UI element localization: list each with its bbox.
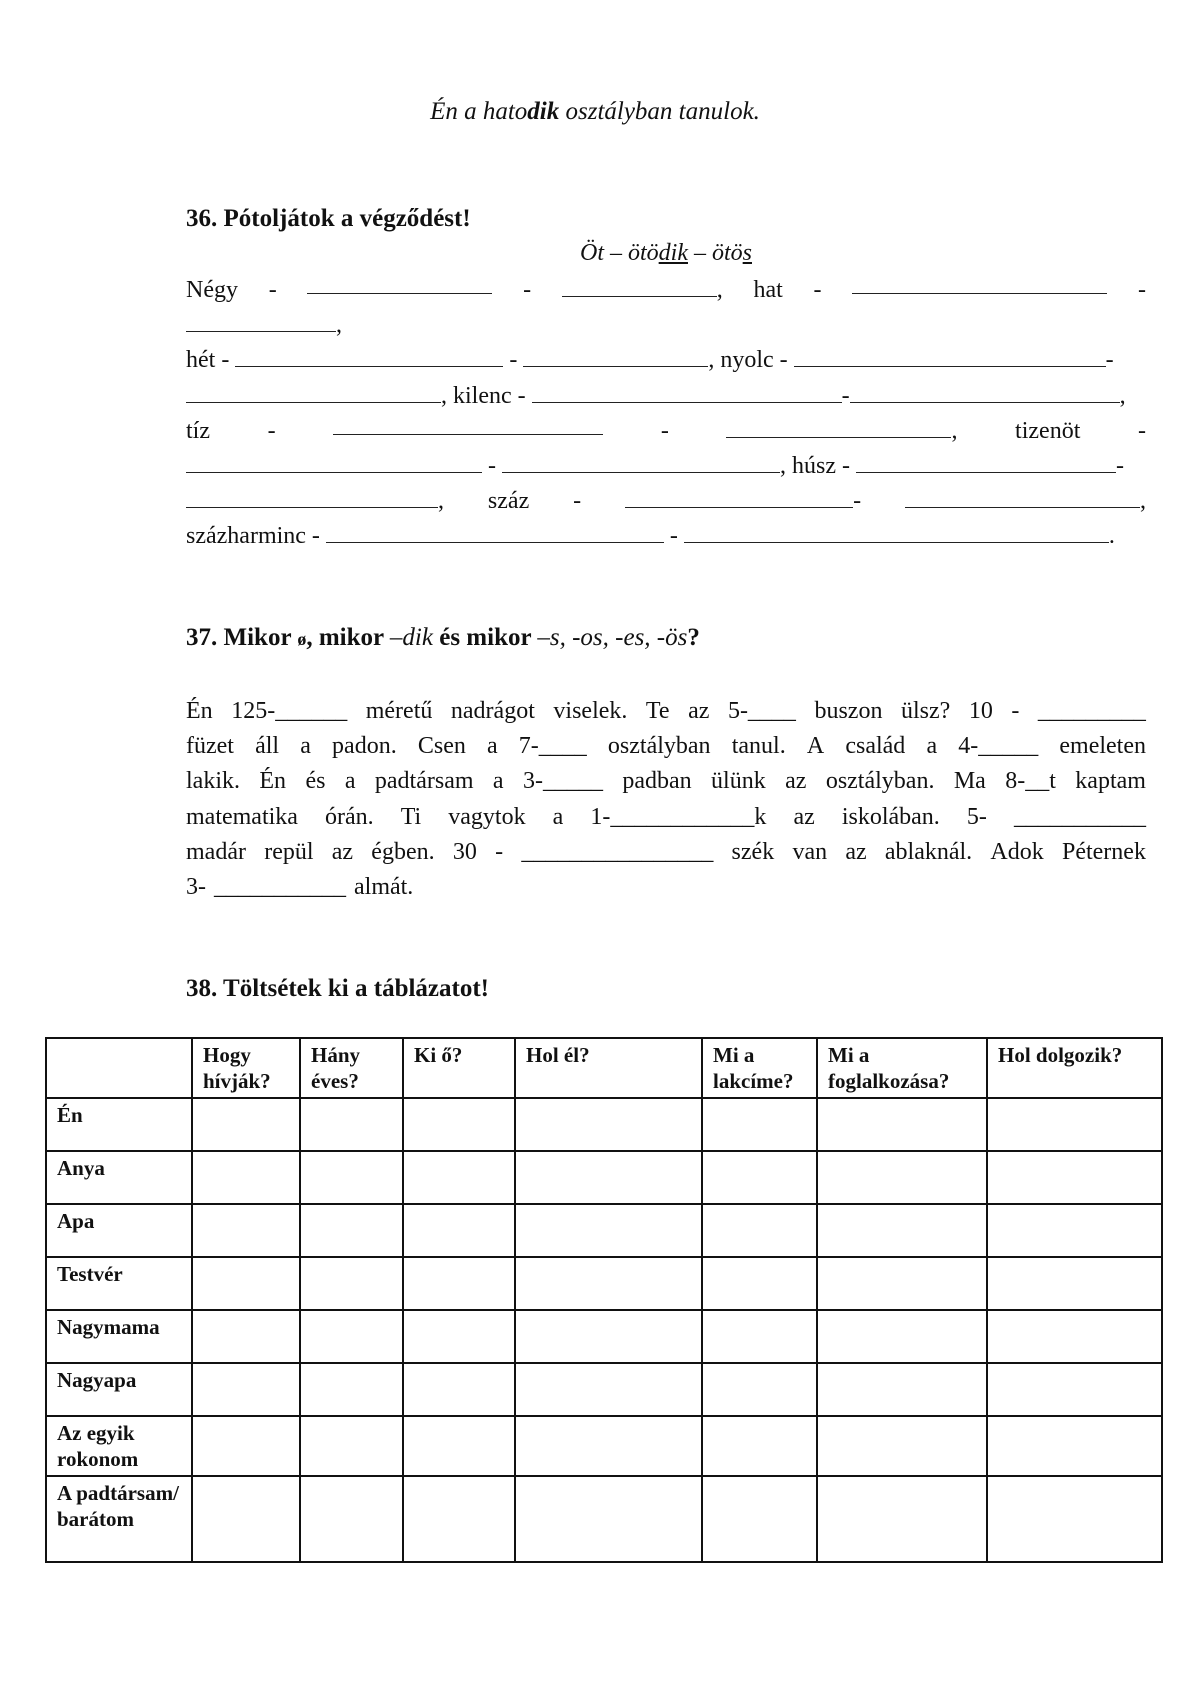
fill-in-blank[interactable]: 1-____________k [590, 803, 767, 830]
word: a [926, 733, 938, 760]
dash: - [267, 417, 276, 444]
word: égben. [371, 838, 435, 865]
word-szazharminc: százharminc - [186, 523, 320, 550]
table-cell-empty[interactable] [300, 1151, 403, 1204]
header-text-pre: Én a hato [430, 98, 528, 125]
word-husz: , húsz - [780, 452, 850, 479]
table-column-header: Ki ő? [403, 1038, 515, 1098]
exercise-36-lines [186, 273, 1146, 555]
table-row [46, 1476, 1162, 1562]
exercise-36-title: 36. Pótoljátok a végződést! [186, 205, 471, 232]
example-part: – ötö [687, 240, 743, 266]
exercise-37-title [186, 624, 700, 652]
table-cell-empty[interactable] [817, 1204, 987, 1257]
word: Csen [417, 733, 466, 760]
word: Én [186, 698, 213, 724]
word-het: hét - [186, 347, 230, 374]
table-cell-empty[interactable] [515, 1204, 702, 1257]
table-cell-empty[interactable] [987, 1476, 1162, 1562]
table-cell-empty[interactable] [987, 1416, 1162, 1476]
ex37-line [186, 870, 1146, 905]
ex37-line [186, 694, 1146, 729]
page-header [0, 98, 1190, 126]
table-cell-empty[interactable] [817, 1363, 987, 1416]
word: 30 [452, 838, 477, 865]
word: matematika [186, 803, 298, 830]
table-cell-empty[interactable] [515, 1310, 702, 1363]
blank-field[interactable] [186, 382, 441, 403]
fill-in-blank[interactable]: 8-__t [1005, 768, 1056, 795]
word-hat: hat [753, 277, 783, 303]
word: család [845, 733, 906, 760]
table-cell-empty[interactable] [702, 1204, 817, 1257]
blank-field[interactable] [625, 487, 853, 508]
word: lakik. [186, 768, 240, 795]
table-cell-empty[interactable] [817, 1257, 987, 1310]
title-part: , mikor [306, 624, 390, 651]
word: osztályban. [825, 768, 935, 795]
table-cell-empty[interactable] [515, 1476, 702, 1562]
blank-field[interactable] [856, 452, 1116, 473]
word: a [552, 803, 564, 830]
table-cell-empty[interactable] [817, 1310, 987, 1363]
table-cell-empty[interactable] [987, 1257, 1162, 1310]
word: viselek. [553, 698, 628, 724]
table-cell-empty[interactable] [192, 1363, 300, 1416]
table-row-label: Testvér [46, 1257, 192, 1310]
table-cell-empty[interactable] [403, 1476, 515, 1562]
table-row [46, 1310, 1162, 1363]
dash: - [573, 488, 582, 515]
word: A [806, 733, 825, 760]
fill-in-blank[interactable]: 3-_____ [522, 768, 603, 795]
word: madár [186, 838, 246, 865]
dash: - [488, 452, 496, 479]
table-row [46, 1204, 1162, 1257]
word: repül [264, 838, 314, 865]
word: - [495, 838, 504, 865]
dash: - [669, 523, 678, 550]
fill-in-blank[interactable]: 7-____ [518, 733, 587, 760]
dash: - [509, 347, 518, 374]
title-suffix-s: –s, -os, -es, -ös [537, 624, 688, 651]
table-cell-empty[interactable] [403, 1204, 515, 1257]
word: Te [645, 698, 670, 724]
word: az [688, 698, 710, 724]
table-row-label: Anya [46, 1151, 192, 1204]
table-cell-empty[interactable] [515, 1416, 702, 1476]
table-cell-empty[interactable] [300, 1363, 403, 1416]
word: Én [259, 768, 287, 795]
word: a [492, 768, 504, 795]
word: a [300, 733, 311, 760]
word: füzet [186, 733, 234, 760]
word: Ma [953, 768, 986, 795]
title-part: 37. Mikor [186, 624, 292, 651]
table-row-label: Nagyapa [46, 1363, 192, 1416]
blank-field[interactable] [326, 522, 664, 543]
table-cell-empty[interactable] [702, 1257, 817, 1310]
title-suffix-dik: –dik [389, 624, 433, 651]
table-cell-empty[interactable] [300, 1476, 403, 1562]
table-corner-cell [46, 1038, 192, 1098]
table-column-header: Hol dolgozik? [987, 1038, 1162, 1098]
table-column-header: Hogy hívják? [192, 1038, 300, 1098]
word: padtársam [374, 768, 474, 795]
ex36-line-3: hét - - , nyolc - - [186, 347, 1114, 374]
word: ülünk [711, 768, 766, 795]
table-cell-empty[interactable] [515, 1257, 702, 1310]
ex36-line-1: Négy - - , hat - - [186, 273, 1146, 308]
table-cell-empty[interactable] [702, 1476, 817, 1562]
blank-field[interactable] [726, 417, 951, 438]
word: almát. [354, 873, 414, 900]
blank-field[interactable] [852, 273, 1107, 294]
table-row [46, 1257, 1162, 1310]
blank-field[interactable] [794, 346, 1106, 367]
table-cell-empty[interactable] [987, 1098, 1162, 1151]
table-cell-empty[interactable] [192, 1257, 300, 1310]
word: kaptam [1075, 768, 1146, 795]
table-cell-empty[interactable] [987, 1204, 1162, 1257]
blank-field[interactable] [532, 382, 842, 403]
table-cell-empty[interactable] [817, 1416, 987, 1476]
table-cell-empty[interactable] [702, 1098, 817, 1151]
table-cell-empty[interactable] [515, 1098, 702, 1151]
ex36-line-6: - , húsz - - [186, 449, 1146, 484]
blank-field[interactable] [905, 487, 1140, 508]
blank-field[interactable] [502, 452, 780, 473]
example-suffix-dik: dik [658, 240, 688, 266]
word: áll [255, 733, 280, 760]
word: 3- [186, 873, 206, 900]
table-cell-empty[interactable] [192, 1098, 300, 1151]
word: - [1011, 698, 1020, 724]
word: padon. [332, 733, 397, 760]
table-row-label: Az egyik rokonom [46, 1416, 192, 1476]
table-cell-empty[interactable] [987, 1151, 1162, 1204]
ex37-line [186, 764, 1146, 799]
ex36-line-8: százharminc - - . [186, 523, 1115, 550]
blank-field[interactable] [333, 414, 603, 435]
table-cell-empty[interactable] [987, 1310, 1162, 1363]
word: van [792, 838, 828, 865]
table-column-header: Hol él? [515, 1038, 702, 1098]
table-column-header: Hány éves? [300, 1038, 403, 1098]
ex37-line [186, 729, 1146, 764]
table-row [46, 1098, 1162, 1151]
word-szaz: száz [487, 488, 530, 515]
title-part: ? [687, 624, 700, 651]
blank-field[interactable] [850, 382, 1120, 403]
dash: - [1137, 417, 1146, 444]
table-cell-empty[interactable] [192, 1416, 300, 1476]
table-cell-empty[interactable] [403, 1363, 515, 1416]
word: 10 [968, 698, 993, 724]
table-cell-empty[interactable] [192, 1476, 300, 1562]
word: nadrágot [450, 698, 535, 724]
table-cell-empty[interactable] [702, 1151, 817, 1204]
word: ülsz? [901, 698, 951, 724]
table-cell-empty[interactable] [192, 1204, 300, 1257]
exercise-38-table [45, 1037, 1163, 1563]
table-row-label: Nagymama [46, 1310, 192, 1363]
word: Ti [400, 803, 422, 830]
table-column-header: Mi a lakcíme? [702, 1038, 817, 1098]
table-cell-empty[interactable] [702, 1310, 817, 1363]
table-cell-empty[interactable] [300, 1310, 403, 1363]
fill-in-blank[interactable]: ________________ [521, 838, 714, 865]
ex37-line [186, 835, 1146, 870]
table-cell-empty[interactable] [702, 1363, 817, 1416]
title-part: és mikor [432, 624, 538, 651]
fill-in-blank[interactable]: ___________ [214, 873, 346, 900]
word: szék [731, 838, 775, 865]
word: emeleten [1059, 733, 1146, 760]
word: a [486, 733, 498, 760]
ex36-line-2: , [186, 308, 1146, 343]
ex36-line-4: , kilenc - - , [186, 379, 1146, 414]
example-part: Öt – ötö [579, 240, 659, 266]
table-header-row [46, 1038, 1162, 1098]
word: az [331, 838, 354, 865]
table-row-label: A padtársam/ barátom [46, 1476, 192, 1562]
word: iskolában. [841, 803, 940, 830]
table-cell-empty[interactable] [817, 1476, 987, 1562]
example-suffix-s: s [742, 240, 752, 266]
header-text-post: osztályban tanulok. [559, 98, 760, 125]
word: ablaknál. [884, 838, 973, 865]
exercise-38-title: 38. Töltsétek ki a táblázatot! [186, 975, 489, 1002]
blank-field[interactable] [523, 346, 708, 367]
word: órán. [325, 803, 374, 830]
table-cell-empty[interactable] [300, 1257, 403, 1310]
table-cell-empty[interactable] [817, 1151, 987, 1204]
table-cell-empty[interactable] [192, 1310, 300, 1363]
word: padban [622, 768, 692, 795]
table-cell-empty[interactable] [515, 1363, 702, 1416]
table-cell-empty[interactable] [987, 1363, 1162, 1416]
table-row-label: Én [46, 1098, 192, 1151]
fill-in-blank[interactable]: _________ [1037, 698, 1146, 724]
blank-field[interactable] [186, 487, 438, 508]
word: méretű [365, 698, 433, 724]
blank-field[interactable] [235, 346, 503, 367]
fill-in-blank[interactable]: 4-_____ [958, 733, 1039, 760]
word: 5- [966, 803, 987, 830]
table-column-header: Mi a foglalkozása? [817, 1038, 987, 1098]
exercise-37-paragraph [186, 694, 1146, 905]
dash: - [523, 277, 532, 303]
table-row [46, 1151, 1162, 1204]
null-symbol-icon: ø [297, 629, 307, 649]
word: osztályban [607, 733, 711, 760]
dash: - [660, 417, 669, 444]
fill-in-blank[interactable]: ___________ [1013, 803, 1146, 830]
blank-field[interactable] [684, 522, 1109, 543]
table-cell-empty[interactable] [300, 1098, 403, 1151]
table-cell-empty[interactable] [403, 1310, 515, 1363]
dash: - [268, 277, 277, 303]
word: és [305, 768, 326, 795]
table-cell-empty[interactable] [300, 1204, 403, 1257]
table-cell-empty[interactable] [403, 1257, 515, 1310]
word: az [785, 768, 807, 795]
word-negy: Négy [186, 277, 238, 303]
table-cell-empty[interactable] [817, 1098, 987, 1151]
table-row-label: Apa [46, 1204, 192, 1257]
blank-field[interactable] [186, 452, 482, 473]
table-row [46, 1416, 1162, 1476]
ex36-line-5: tíz - - , tizenöt - [186, 414, 1146, 449]
blank-field[interactable] [186, 311, 336, 332]
blank-field[interactable] [562, 276, 717, 297]
blank-field[interactable] [307, 273, 492, 294]
dash: - [813, 277, 822, 303]
word-nyolc: , nyolc - [708, 347, 788, 374]
word: Péternek [1061, 838, 1146, 865]
table-cell-empty[interactable] [300, 1416, 403, 1476]
fill-in-blank[interactable]: 5-____ [727, 698, 796, 724]
word-kilenc: , kilenc - [441, 382, 526, 409]
ex37-line [186, 800, 1146, 835]
table-cell-empty[interactable] [515, 1151, 702, 1204]
header-text-bold: dik [527, 98, 560, 125]
table-cell-empty[interactable] [403, 1151, 515, 1204]
table-cell-empty[interactable] [192, 1151, 300, 1204]
ex36-line-7: , száz - - , [186, 484, 1146, 519]
word: a [344, 768, 356, 795]
word: az [845, 838, 867, 865]
word: tanul. [731, 733, 786, 760]
word-tiz: tíz [186, 417, 210, 444]
exercise-36-example [186, 240, 1146, 267]
word: az [793, 803, 815, 830]
table-row [46, 1363, 1162, 1416]
table-cell-empty[interactable] [403, 1416, 515, 1476]
word: buszon [814, 698, 883, 724]
fill-in-blank[interactable]: 125-______ [231, 698, 348, 724]
table-cell-empty[interactable] [702, 1416, 817, 1476]
table-cell-empty[interactable] [403, 1098, 515, 1151]
dash: - [1137, 277, 1146, 303]
word: vagytok [448, 803, 526, 830]
word: Adok [990, 838, 1044, 865]
word-tizenot: tizenöt [1015, 417, 1081, 444]
